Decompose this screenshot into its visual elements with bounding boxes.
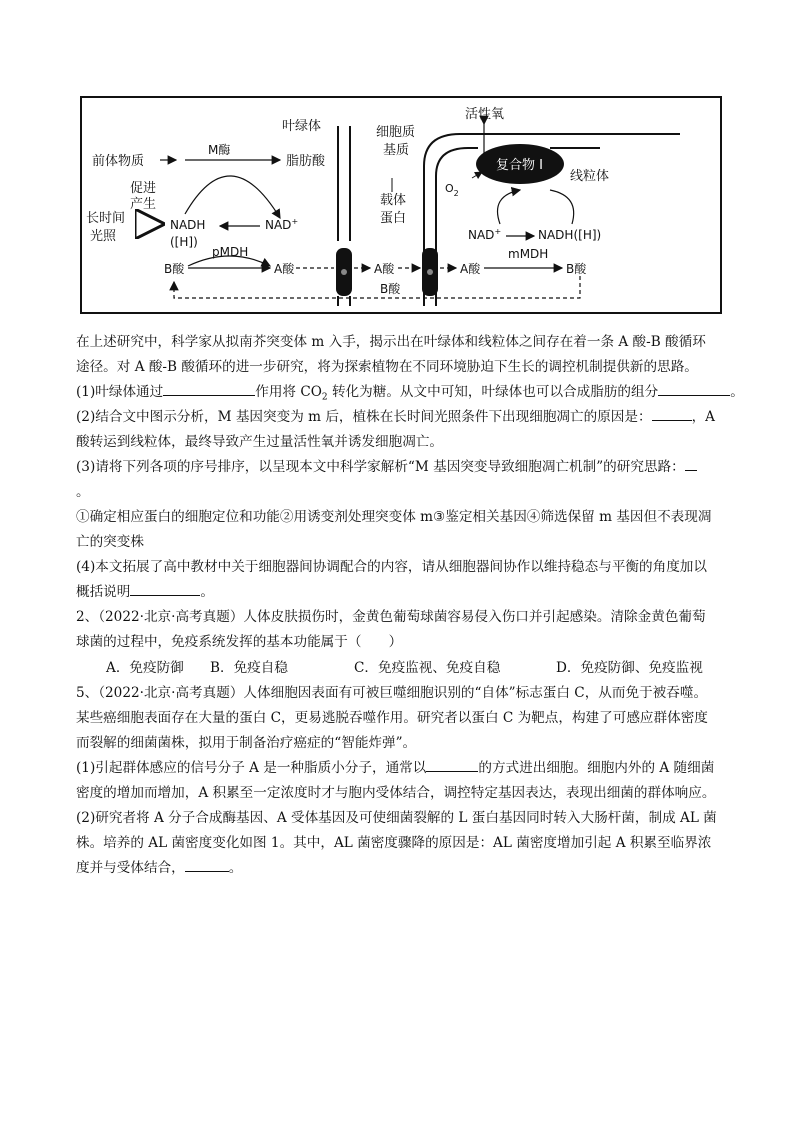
option-d[interactable]: D．免疫防御、免疫监视 (556, 660, 703, 676)
b-acid-right-label: B酸 (566, 262, 587, 276)
answer-blank[interactable] (685, 455, 697, 471)
question-2022-immune-line-2: 球菌的过程中，免疫系统发挥的基本功能属于（ ） (76, 634, 403, 650)
question-6-2-line-2: 株。培养的 AL 菌密度变化如图 1。其中，AL 菌密度骤降的原因是：AL 菌密度增加引起 A 积累至临界浓 (76, 835, 712, 851)
paragraph-line-2: 途径。对 A 酸-B 酸循环的进一步研究，将为探索植物在不同环境胁迫下生长的调控机制提供新的思路。 (76, 359, 698, 375)
organelle-cycle-diagram (80, 96, 722, 314)
a-acid-mid-label: A酸 (374, 262, 395, 276)
a-acid-right-label: A酸 (460, 262, 481, 276)
nad-left-label: NAD+ (265, 217, 299, 232)
answer-blank[interactable] (652, 405, 692, 421)
m-enzyme-label: M酶 (208, 143, 231, 157)
long-light-label-line1: 长时间 (86, 211, 126, 226)
question-2-line-1: (2)结合文中图示分析，M 基因突变为 m 后，植株在长时间光照条件下出现细胞凋亡的原因是： ，A (76, 405, 736, 430)
cytosol-label-line1: 细胞质 (376, 125, 416, 140)
option-b[interactable]: B．免疫自稳 (210, 660, 288, 676)
o2-label: $O_2$ (445, 182, 459, 198)
question-2-line-2: 酸转运到线粒体，最终导致产生过量活性氧并诱发细胞凋亡。 (76, 434, 444, 450)
nadh-right-label: NADH([H]) (538, 228, 602, 242)
question-6-1-line-2: 密度的增加而增加，A 积累至一定浓度时才与胞内受体结合，调控特定基因表达，表现出细菌的群体响应。 (76, 785, 716, 801)
promote-label-line1: 促进 (130, 181, 157, 196)
answer-blank[interactable] (130, 580, 200, 596)
b-acid-mid-label: B酸 (380, 282, 401, 296)
mmdh-label: mMDH (508, 247, 549, 261)
answer-blank[interactable] (163, 380, 255, 396)
question-3-items-line-1: ①确定相应蛋白的细胞定位和功能②用诱变剂处理突变体 m③鉴定相关基因④筛选保留 m 基因但不表现凋 (76, 509, 712, 525)
answer-blank[interactable] (426, 756, 478, 772)
cytosol-label-line2: 基质 (383, 143, 410, 158)
question-3-items-line-2: 亡的突变株 (76, 534, 144, 550)
paragraph-line-1: 在上述研究中，科学家从拟南芥突变体 m 入手，揭示出在叶绿体和线粒体之间存在着一条 A 酸-B 酸循环 (76, 334, 706, 350)
answer-blank[interactable] (658, 380, 730, 396)
question-4-line-2: 概括说明 。 (76, 580, 736, 605)
nad-right-label: NAD+ (468, 227, 502, 242)
nadh-left-label: NADH (170, 218, 206, 232)
pmdh-label: pMDH (212, 245, 249, 259)
question-2022-immune-line-1: 2、（2022·北京·高考真题）人体皮肤损伤时，金黄色葡萄球菌容易侵入伤口并引起感染。清除金黄色葡萄 (76, 609, 706, 625)
carrier-label-line2: 蛋白 (380, 211, 407, 226)
question-2022-cancer-line-2: 某些癌细胞表面存在大量的蛋白 C，更易逃脱吞噬作用。研究者以蛋白 C 为靶点，构建了可感应群体密度 (76, 710, 708, 726)
promote-label-line2: 产生 (130, 197, 157, 212)
question-2022-cancer-line-3: 而裂解的细菌菌株，拟用于制备治疗癌症的“智能炸弹”。 (76, 735, 417, 751)
question-3-line-1: (3)请将下列各项的序号排序，以呈现本文中科学家解析“M 基因突变导致细胞凋亡机制”的研究思路： (76, 455, 736, 480)
active-oxygen-label: 活性氧 (465, 107, 505, 122)
a-acid-left-label: A酸 (274, 262, 295, 276)
question-6-2-line-1: (2)研究者将 A 分子合成酶基因、A 受体基因及可使细菌裂解的 L 蛋白基因同时转入大肠杆菌，制成 AL 菌 (76, 810, 717, 826)
h-left-label: ([H]) (170, 235, 198, 249)
question-1: (1)叶绿体通过 作用将 $CO_2$ 转化为糖。从文中可知，叶绿体也可以合成脂肪的组分 。 (76, 380, 736, 411)
question-6-1-line-1: (1)引起群体感应的信号分子 A 是一种脂质小分子，通常以 的方式进出细胞。细胞内外的 A 随细菌 (76, 756, 736, 781)
question-3-line-2: 。 (76, 484, 90, 500)
option-c[interactable]: C．免疫监视、免疫自稳 (354, 660, 501, 676)
b-acid-left-label: B酸 (164, 262, 185, 276)
precursor-label: 前体物质 (92, 154, 145, 169)
fatty-acid-label: 脂肪酸 (286, 154, 326, 169)
carrier-label-line1: 载体 (380, 193, 407, 208)
mitochondrion-label: 线粒体 (570, 169, 610, 184)
complex-i-label: 复合物 I (496, 158, 543, 173)
question-2022-cancer-line-1: 5、（2022·北京·高考真题）人体细胞因表面有可被巨噬细胞识别的“自体”标志蛋白 C，从而免于被吞噬。 (76, 685, 708, 701)
long-light-label-line2: 光照 (90, 229, 117, 244)
question-6-2-line-3: 度并与受体结合， 。 (76, 856, 736, 881)
question-4-line-1: (4)本文拓展了高中教材中关于细胞器间协调配合的内容，请从细胞器间协作以维持稳态与平衡的角度加以 (76, 559, 707, 575)
answer-blank[interactable] (185, 856, 229, 872)
option-a[interactable]: A．免疫防御 (106, 660, 184, 676)
chloroplast-label: 叶绿体 (282, 119, 322, 134)
